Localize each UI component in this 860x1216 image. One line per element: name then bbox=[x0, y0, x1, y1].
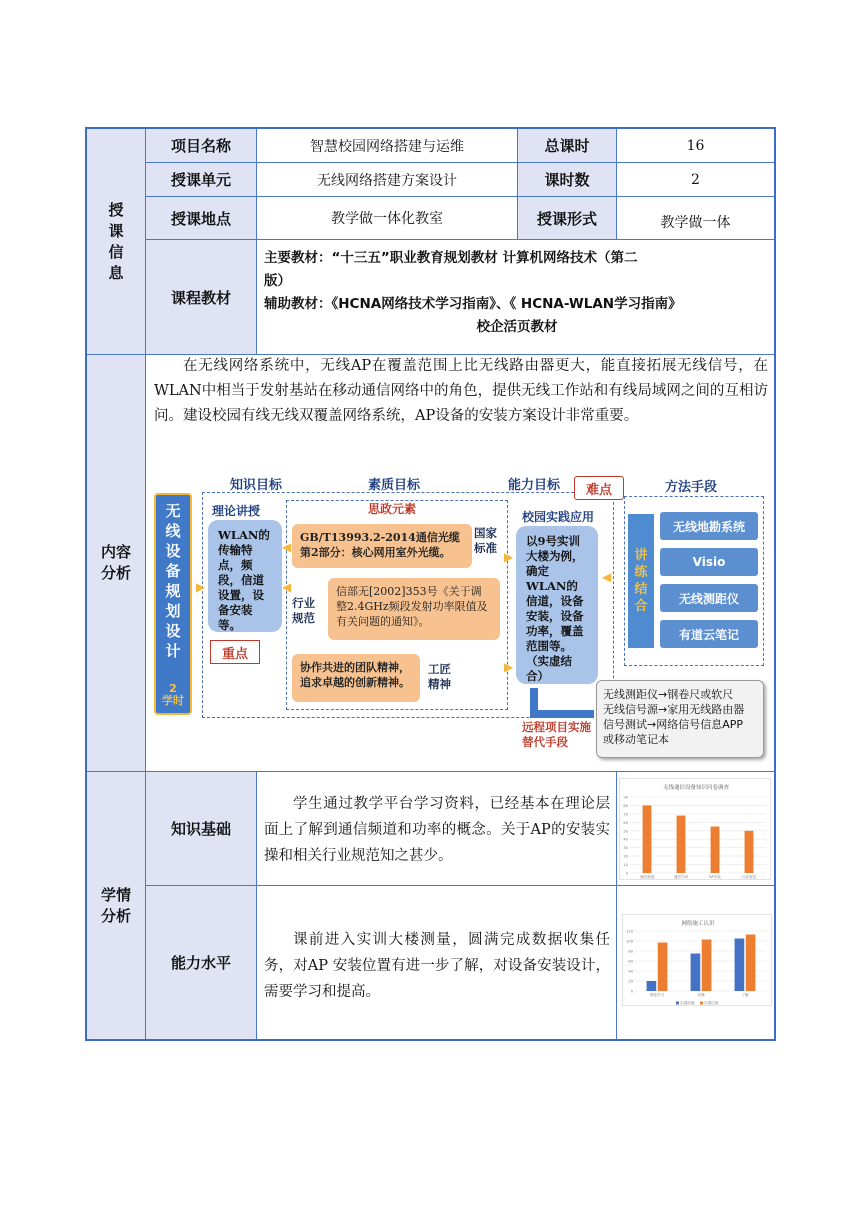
quality-item-side: 国家标准 bbox=[474, 526, 497, 555]
bar bbox=[691, 954, 701, 992]
knowledge-goal-header: 知识目标 bbox=[230, 478, 283, 493]
y-tick-label: 20 bbox=[628, 979, 633, 984]
ability-level-text: 课前进入实训大楼测量，圆满完成数据收集任务，对AP 安装位置有进一步了解，对设备安装设计，需要学习和提高。 bbox=[264, 932, 610, 1000]
bar bbox=[643, 805, 652, 873]
textbook-content bbox=[264, 247, 770, 339]
project-name-label: 项目名称 bbox=[146, 129, 256, 162]
quality-item: GB/T13993.2-2014通信光缆第2部分：核心网用室外光缆。 bbox=[292, 524, 472, 568]
tools-line: 或移动笔记本 bbox=[603, 733, 669, 746]
unit-title-char: 计 bbox=[165, 642, 181, 660]
construction-chart-svg bbox=[623, 915, 773, 1007]
remote-arrow bbox=[530, 710, 594, 718]
y-tick-label: 10 bbox=[623, 863, 628, 868]
quality-goal-header: 素质目标 bbox=[368, 478, 421, 493]
theory-box: WLAN的传输特点，频段，信道设置，设备安装等。 bbox=[208, 520, 282, 632]
y-tick-label: 80 bbox=[628, 949, 633, 954]
tools-line: 无线信号源→家用无线路由器 bbox=[603, 703, 745, 716]
unit-title-char: 无 bbox=[165, 502, 181, 520]
y-tick-label: 40 bbox=[628, 969, 633, 974]
remote-label: 远程项目实施替代手段 bbox=[522, 720, 591, 749]
y-tick-label: 90 bbox=[623, 795, 628, 800]
y-tick-label: 80 bbox=[623, 803, 628, 808]
total-hours-label: 总课时 bbox=[518, 129, 616, 162]
y-tick-label: 60 bbox=[628, 959, 633, 964]
bar bbox=[677, 816, 686, 873]
unit-title-char: 设 bbox=[165, 542, 181, 560]
x-tick-label: 通信频道 bbox=[639, 875, 655, 879]
quality-item-side: 行业规范 bbox=[292, 596, 315, 625]
y-tick-label: 40 bbox=[623, 837, 628, 842]
x-tick-label: 实操 bbox=[697, 993, 705, 997]
quality-item: 信部无[2002]353号《关于调整2.4GHz频段发射功率限值及有关问题的通知》。 bbox=[328, 578, 500, 640]
quality-item: 协作共进的团队精神，追求卓越的创新精神。 bbox=[292, 654, 420, 702]
key-point-tag: 重点 bbox=[210, 640, 260, 664]
bar bbox=[658, 943, 668, 992]
x-tick-label: 了解 bbox=[741, 993, 749, 997]
quality-item-side: 工匠精神 bbox=[428, 662, 451, 691]
knowledge-base-text: 学生通过教学平台学习资料，已经基本在理论层面上了解到通信频道和功率的概念。关于AP的安装实操和相关行业规范知之甚少。 bbox=[264, 796, 610, 864]
location-value: 教学做一体化教室 bbox=[331, 211, 443, 227]
practice-box: 以9号实训大楼为例，确定WLAN的信道，设备安装，设备功率，覆盖范围等。（实虚结合） bbox=[516, 526, 598, 684]
ability-level-label: 能力水平 bbox=[146, 886, 256, 1039]
ideology-title: 思政元素 bbox=[368, 502, 417, 516]
format-value: 教学做一体 bbox=[660, 215, 731, 231]
bar bbox=[647, 981, 657, 991]
grid-line bbox=[256, 772, 257, 1039]
legend-label: 实施后测 bbox=[704, 1001, 719, 1005]
method-header: 方法手段 bbox=[665, 480, 718, 495]
y-tick-label: 100 bbox=[626, 939, 633, 944]
difficulty-tag: 难点 bbox=[574, 476, 624, 500]
unit-hours-unit: 学时 bbox=[162, 694, 184, 707]
method-item: 有道云笔记 bbox=[660, 620, 758, 648]
tools-line: 无线测距仪→钢卷尺或软尺 bbox=[603, 688, 734, 701]
method-item: 无线地勘系统 bbox=[660, 512, 758, 540]
project-name-value: 智慧校园网络搭建与运维 bbox=[310, 138, 464, 155]
arrow-icon: ▶ bbox=[504, 660, 514, 674]
bar bbox=[711, 827, 720, 873]
method-item: 无线测距仪 bbox=[660, 584, 758, 612]
section-label-learner: 学情分析 bbox=[100, 885, 131, 925]
x-tick-label: AP安装 bbox=[709, 875, 721, 879]
chart-title: 网络施工认识 bbox=[681, 921, 715, 927]
method-side-box: 讲练结合 bbox=[628, 514, 654, 648]
unit-hours: 2 bbox=[169, 682, 177, 695]
theory-title: 理论讲授 bbox=[212, 504, 261, 518]
y-tick-label: 20 bbox=[623, 854, 628, 859]
tools-line: 信号测试→网络信号信息APP bbox=[603, 718, 744, 731]
y-tick-label: 60 bbox=[623, 820, 628, 825]
unit-title-char: 规 bbox=[165, 582, 181, 600]
survey-chart-svg bbox=[620, 779, 772, 881]
total-hours-value: 16 bbox=[686, 137, 705, 154]
bar bbox=[746, 935, 756, 992]
y-tick-label: 0 bbox=[630, 989, 633, 994]
y-tick-label: 120 bbox=[626, 929, 633, 934]
content-paragraph: 在无线网络系统中，无线AP在覆盖范围上比无线路由器更大，能直接拓展无线信号，在WLAN中相当于发射基站在移动通信网络中的角色，提供无线工作站和有线局域网之间的互相访问。建设校园有线无线双覆盖网络系统，AP设备的安装方案设计非常重要。 bbox=[154, 358, 768, 424]
bar bbox=[735, 939, 745, 992]
unit-title-box bbox=[154, 493, 192, 715]
legend-swatch bbox=[700, 1002, 703, 1005]
x-tick-label: 通信功率 bbox=[673, 875, 689, 879]
main-textbook-line: 主要教材：“十三五”职业教育规划教材 计算机网络技术（第二 bbox=[264, 250, 638, 266]
legend-label: 实施前测 bbox=[680, 1001, 695, 1005]
tools-box bbox=[596, 680, 764, 758]
arrow-icon: ▶ bbox=[504, 550, 514, 564]
arrow-icon: ◀ bbox=[282, 540, 292, 554]
section-label-info: 授课信息 bbox=[108, 200, 124, 282]
unit-title-char: 划 bbox=[165, 602, 181, 620]
bar bbox=[745, 831, 754, 873]
unit-label: 授课单元 bbox=[146, 163, 256, 196]
arrow-icon: ◀ bbox=[602, 570, 612, 584]
survey-chart bbox=[619, 778, 771, 880]
unit-title-char: 备 bbox=[165, 562, 181, 580]
knowledge-base-label: 知识基础 bbox=[146, 772, 256, 885]
legend-swatch bbox=[676, 1002, 679, 1005]
ability-goal-header: 能力目标 bbox=[508, 478, 561, 493]
y-tick-label: 0 bbox=[625, 871, 628, 876]
practice-title: 校园实践应用 bbox=[522, 510, 595, 524]
bar bbox=[702, 940, 712, 992]
chart-title: 无线通信设备知识问卷调查 bbox=[662, 785, 730, 791]
grid-line bbox=[616, 772, 617, 1039]
hours-value: 2 bbox=[691, 171, 700, 188]
arrow-icon: ◀ bbox=[282, 580, 292, 594]
method-item: Visio bbox=[660, 548, 758, 576]
format-label: 授课形式 bbox=[518, 197, 616, 239]
unit-title-char: 设 bbox=[165, 622, 181, 640]
main-textbook-line: 版） bbox=[264, 273, 291, 289]
x-tick-label: 行业规范 bbox=[741, 875, 757, 879]
x-tick-label: 理论学习 bbox=[649, 993, 665, 997]
section-label-content: 内容分析 bbox=[100, 543, 131, 582]
textbook-label: 课程教材 bbox=[146, 240, 256, 354]
hours-label: 课时数 bbox=[518, 163, 616, 196]
y-tick-label: 70 bbox=[623, 812, 628, 817]
y-tick-label: 50 bbox=[623, 829, 628, 834]
goal-diagram bbox=[150, 470, 770, 770]
location-label: 授课地点 bbox=[146, 197, 256, 239]
unit-value: 无线网络搭建方案设计 bbox=[317, 172, 457, 189]
unit-title-char: 线 bbox=[165, 522, 181, 540]
live-textbook-line: 校企活页教材 bbox=[476, 319, 558, 335]
arrow-icon: ▶ bbox=[196, 580, 206, 594]
construction-chart bbox=[622, 914, 772, 1006]
y-tick-label: 30 bbox=[623, 846, 628, 851]
aux-textbook-line: 辅助教材：《HCNA网络技术学习指南》、《 HCNA-WLAN学习指南》 bbox=[264, 296, 682, 312]
